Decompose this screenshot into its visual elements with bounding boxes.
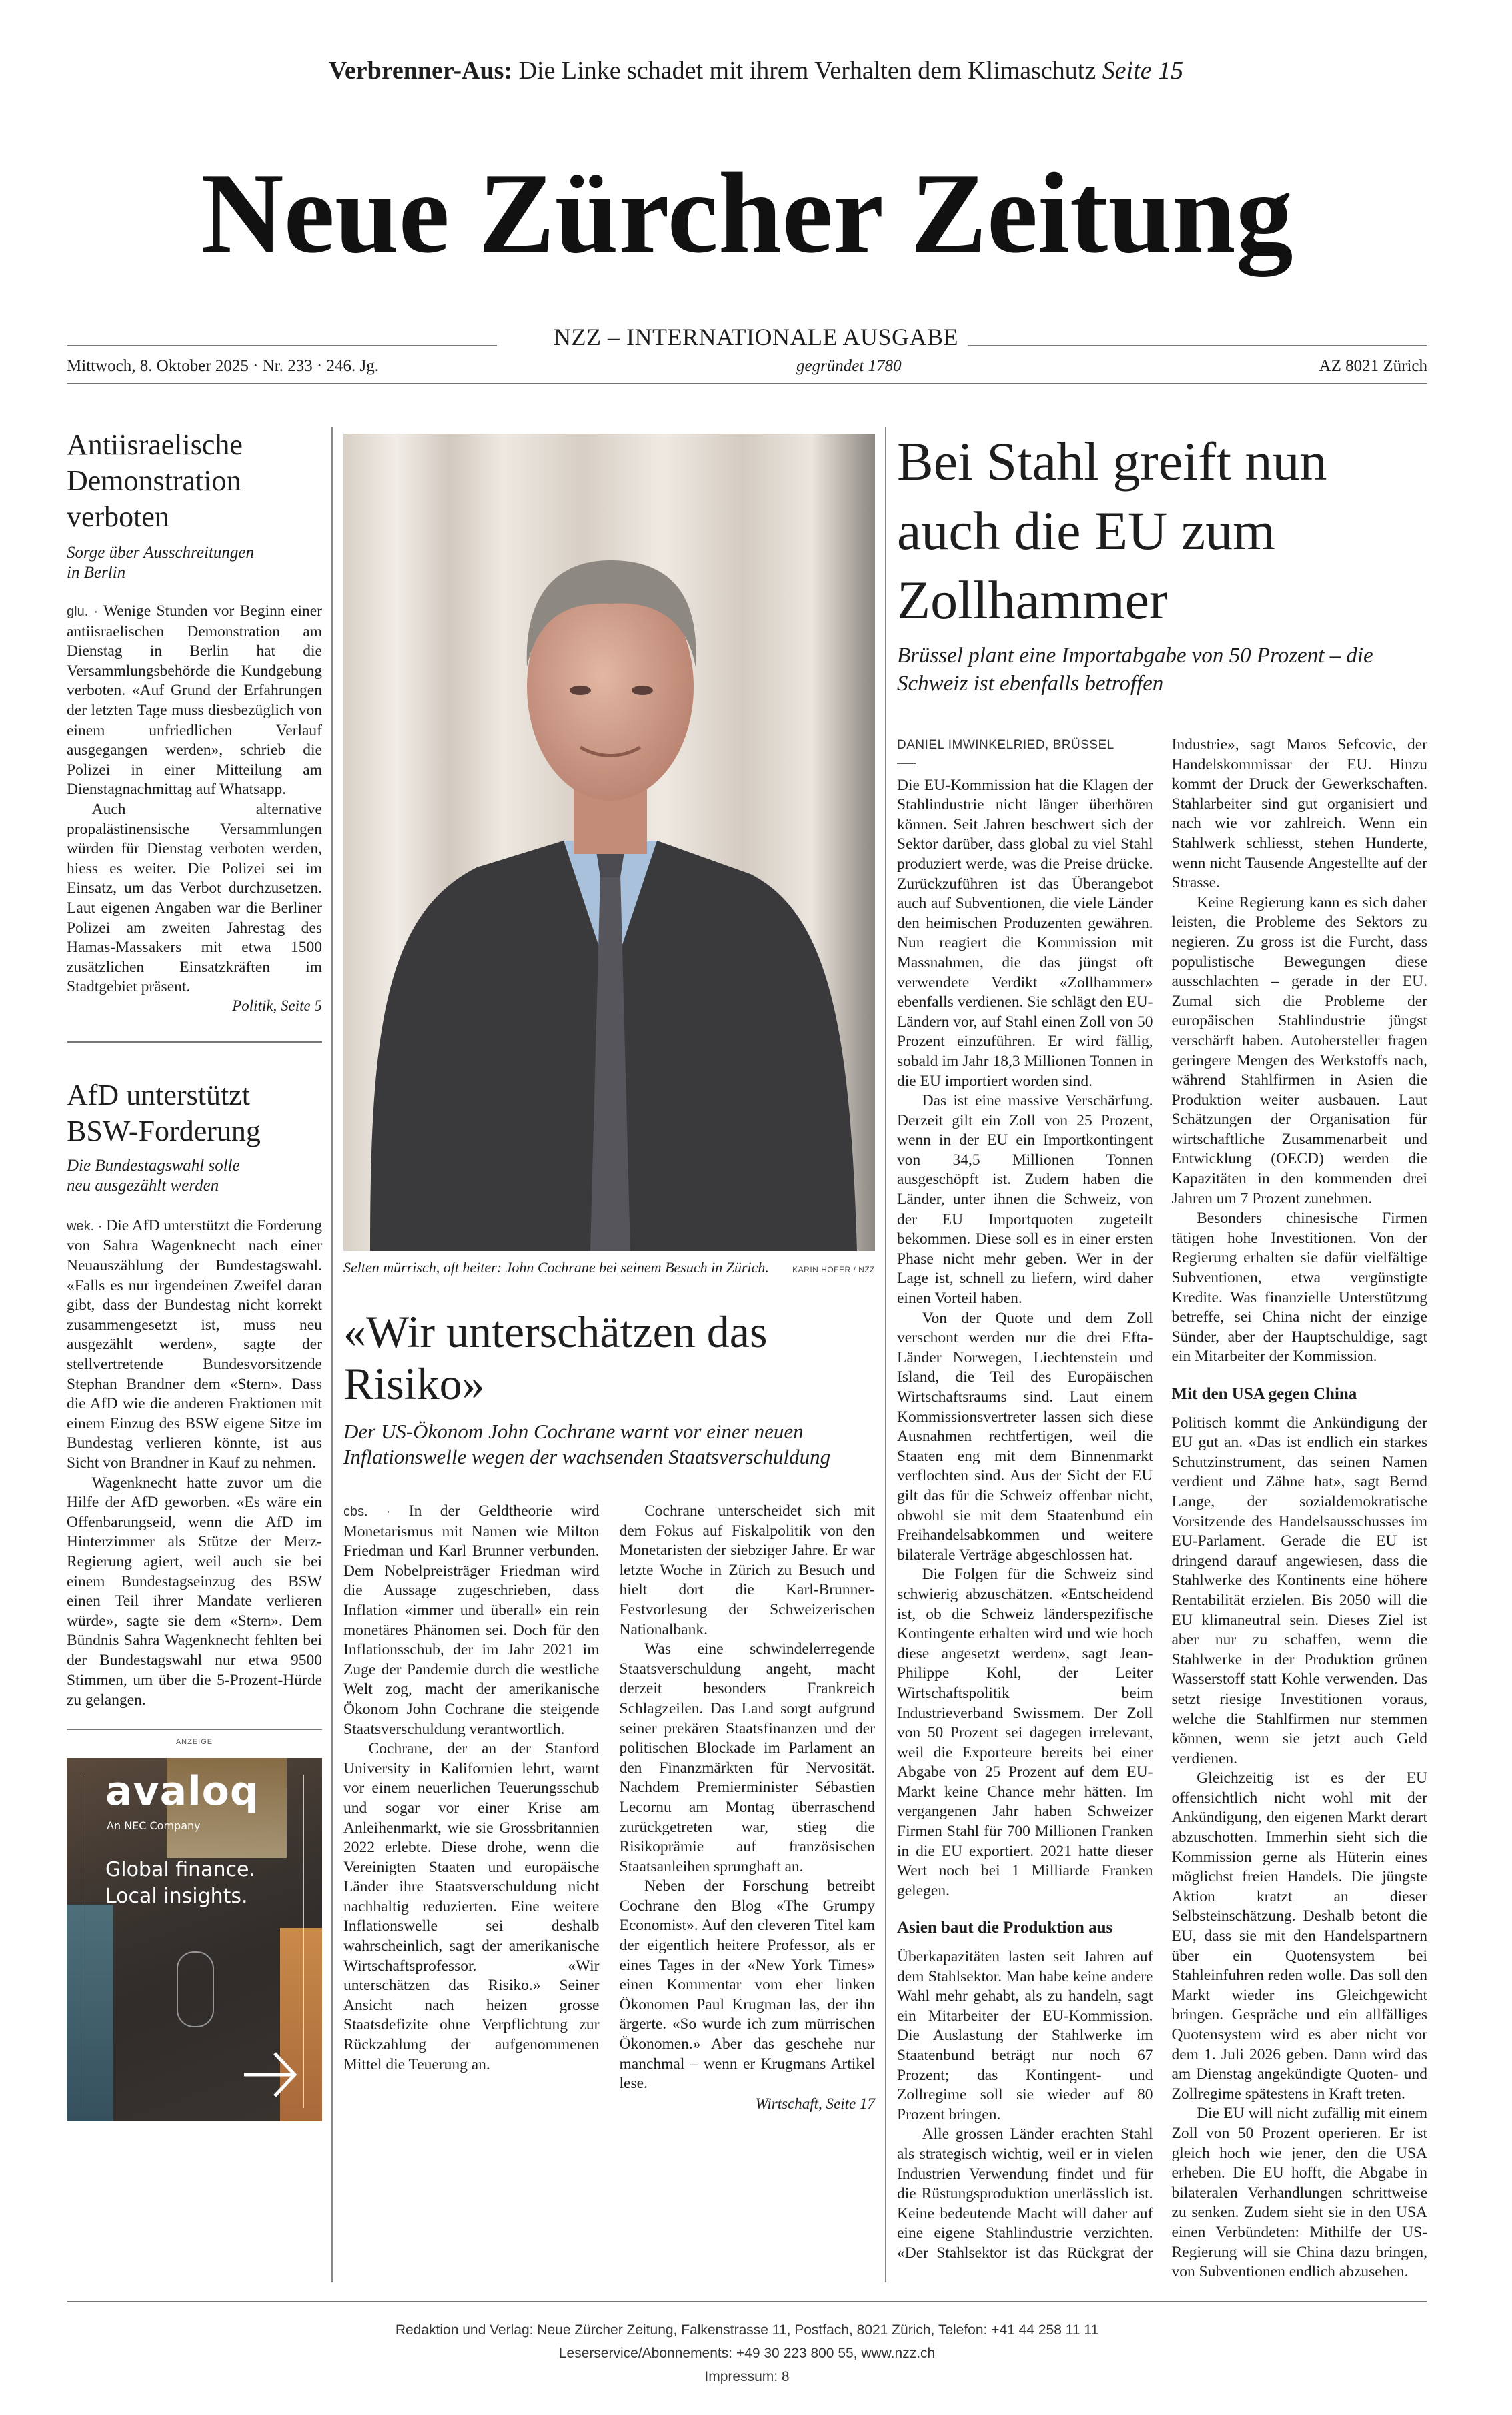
postal-code: AZ 8021 Zürich — [1319, 357, 1427, 375]
column-grid — [67, 427, 1427, 2282]
teaser-text: Die Linke schadet mit ihrem Verhalten dem Klimaschutz — [518, 57, 1096, 85]
paragraph: Cochrane unterscheidet sich mit dem Fokus auf Fiskalpolitik von den Monetaristen der siebziger Jahre. Er war letzte Woche in Zürich zu Besuch und hielt dort die Karl-Brunner-Festvorlesung der Schweizerischen Nationalbank. — [619, 1502, 875, 1638]
paragraph: In der Geldtheorie wird Monetarismus mit Namen wie Milton Friedman und Karl Brunner verbunden. Dem Nobelpreisträger Friedman wird die Aussage zugeschrieben, dass Inflation «immer und überall» ein rein monetäres Phänomen sei. Doch für den Inflationsschub, der im Jahr 2021 im Zuge der Pandemie durch die westliche Welt zog, macht der amerikanische Ökonom John Cochrane die steigende Staatsverschuldung verantwortlich. — [343, 1502, 600, 1738]
masthead-logo: Neue Zürcher Zeitung — [201, 150, 1293, 277]
footer-service[interactable]: Leserservice/Abonnements: +49 30 223 800 55, www.nzz.ch — [558, 2345, 936, 2361]
paragraph: Cochrane, der an der Stanford University in Kalifornien lehrt, warnt vor einem neuerlichen Teuerungsschub und sogar vor einer Krise am Anleihenmarkt, wie sie Grossbritannien 2022 erlebte. Diese drohe, wenn die Vereinigten Staaten und europäische Länder ihre Staatsverschuldung nicht nachhaltig reduzierten. Eine weitere Inflationswelle sei deshalb wahrscheinlich, sagt der amerikanische Wirtschaftsprofessor. «Wir unterschätzen das Risiko.» Seiner Ansicht nach heizen grosse Staatsdefizite ohne Verpflichtung zur Rückzahlung der aufgenommenen Mittel die Teuerung an. — [343, 1740, 600, 2073]
byline-separator — [897, 763, 916, 764]
dateline — [67, 357, 1427, 376]
article-headline[interactable]: Antiisraelische Demonstration verboten — [67, 428, 243, 533]
article-dek: Der US-Ökonom John Cochrane warnt vor einer neuen Inflationswelle wegen der wachsenden Staatsverschuldung — [343, 1420, 831, 1468]
left-column — [67, 427, 331, 2282]
arrow-right-icon[interactable] — [241, 2048, 301, 2101]
right-column — [885, 427, 1427, 2282]
teaser-label: Verbrenner-Aus: — [328, 57, 513, 85]
paragraph: Neben der Forschung betreibt Cochrane den Blog «The Grumpy Economist». Auf den cleveren Titel kam der eigentlich heitere Professor, als er eines Tages in der «New York Times» einen Kommentar vom eher linken Ökonomen Paul Krugman las, der ihn ärgerte. «So wurde ich zum mürrischen Ökonomen.» Aber das geschehe nur manchmal – wenn er Krugmans Artikel lese. — [619, 1877, 875, 2093]
paragraph: Die EU will nicht zufällig mit einem Zoll von 50 Prozent operieren. Er ist gleich hoch wie jener, den die USA erheben. Die EU hofft, die Abgabe in bilateralen Verhandlungen schrittweise zu senken. Zudem sieht sie in den USA einen Verbündeten: Mithilfe der US-Regierung will sie China dazu bringen, von Subventionen endlich abzusehen. — [1171, 2105, 1427, 2281]
divider — [67, 1041, 322, 1043]
paragraph: Die AfD unterstützt die Forderung von Sahra Wagenknecht nach einer Neuauszählung der Bundestagswahl. «Falls es nur irgendeinen Zweifel daran gibt, dass der Bundestag nicht korrekt zusammengesetzt ist, muss neu ausgezählt werden», sagte der stellvertretende Bundesvorsitzende Stephan Brandner dem «Stern». Dass die AfD wie die anderen Fraktionen mit einem Einzug des BSW eigene Sitze im Bundestag verlieren könnte, ist aus Sicht von Brandner in Kauf zu nehmen. — [67, 1216, 323, 1472]
teaser-line[interactable] — [0, 56, 1512, 85]
paragraph: Überkapazitäten lasten seit Jahren auf dem Stahlsektor. Man habe keine andere Wahl mehr gehabt, als zu handeln, sagt ein Mitarbeiter der EU-Kommission. Die Auslastung der Stahlwerke im Staatenbund beträgt nur noch 67 Prozent; das Kontingent- und Zollregime soll sie wieder auf 80 Prozent bringen. — [897, 1948, 1153, 2123]
article-dek: Sorge über Ausschreitungen in Berlin — [67, 544, 254, 582]
article-body — [67, 1216, 322, 1711]
article-dek: Die Bundestagswahl solle neu ausgezählt werden — [67, 1156, 240, 1195]
article-headline[interactable]: AfD unterstützt BSW-Forderung — [67, 1078, 261, 1147]
paragraph: Was eine schwindelerregende Staatsverschuldung angeht, macht derzeit besonders Frankreich Schlagzeilen. Das Land sorgt aufgrund seiner prekären Staatsfinanzen und der politischen Blockade im Parlament an den Finanzmärkten für Nervosität. Nachdem Premierminister Sébastien Lecornu am Montag überraschend zurückgetreten war, stieg die Risikoprämie auf französischen Staatsanleihen sprunghaft an. — [619, 1640, 875, 1875]
paragraph: Besonders chinesische Firmen tätigen hohe Investitionen. Von der Regierung erhalten sie dafür vielfältige Subventionen, etwa vergünstigte Kredite. Was finanzielle Unterstützung betreffe, sei China nicht der einzige Sünder, aber der Hauptschuldige, sagt ein Mitarbeiter der Kommission. — [1171, 1210, 1427, 1366]
ad-frame-line — [303, 1775, 304, 2108]
edition-label: NZZ – INTERNATIONALE AUSGABE — [554, 324, 958, 350]
ad-brand-sub: An NEC Company — [107, 1819, 201, 1832]
paragraph: Auch alternative propalästinensische Versammlungen würden für Dienstag verboten werden, hiess es weiter. Die Polizei sei im Einsatz, um das Verbot durchzusetzen. Laut eigenen Angaben war die Berliner Polizei am zweiten Jahrestag des Hamas-Massakers mit etwa 1500 zusätzlichen Einsatzkräften im Stadtgebiet präsent. — [67, 800, 322, 996]
article-stahl-body — [897, 735, 1427, 2282]
article-body — [67, 602, 322, 997]
footer-impressum: Impressum: 8 — [704, 2368, 790, 2384]
footer-address: Redaktion und Verlag: Neue Zürcher Zeitung, Falkenstrasse 11, Postfach, 8021 Zürich, Telefon: +41 44 258 11 11 — [395, 2322, 1099, 2338]
section-subheading: Mit den USA gegen China — [1171, 1385, 1357, 1403]
divider — [67, 1729, 322, 1730]
advertisement[interactable] — [67, 1758, 322, 2121]
issue-date: Mittwoch, 8. Oktober 2025 · Nr. 233 · 246. Jg. — [67, 357, 380, 375]
byline: DANIEL IMWINKELRIED, BRÜSSEL — [897, 738, 1114, 752]
paragraph: Wagenknecht hatte zuvor um die Hilfe der AfD geworben. «Es wäre ein Offenbarungseid, wenn die AfD im Hinterzimmer als Stütze der Merz-Regierung agiert, weil auch sie bei einem Bundestagseinzug des BSW einen Teil ihrer Mandate verlieren würde», sagte sie dem «Stern». Dem Bündnis Sahra Wagenknecht fehlten bei der Bundestagswahl nur etwa 9500 Stimmen, um über die 5-Prozent-Hürde zu gelangen. — [67, 1474, 322, 1709]
photo-caption: Selten mürrisch, oft heiter: John Cochrane bei seinem Besuch in Zürich. — [343, 1259, 769, 1276]
paragraph: Alle grossen Länder erachten Stahl als strategisch wichtig, weil er in vielen Industrien Verwendung findet und für die Rüstungsproduktion unerlässlich ist. Keine bedeutende Macht will daher auf eine eigene Stahlindustrie verzichten. «Der Stahlsektor ist das Rückgrat der Industrie», sagt Maros Sefcovic, der Handelskommissar der EU. Hinzu kommt der Druck der Gewerkschaften. Stahlarbeiter sind gut organisiert und nach wie vor zahlreich. Wenn ein Stahlwerk schliesst, stehen Hunderte, wenn nicht Tausende Angestellte auf der Strasse. — [897, 736, 1427, 2262]
article-headline[interactable]: Bei Stahl greift nun auch die EU zum Zollhammer — [897, 431, 1327, 630]
author-kicker: glu. · — [67, 604, 98, 619]
photo-credit: KARIN HOFER / NZZ — [792, 1265, 875, 1274]
footer-imprint — [67, 2302, 1427, 2415]
ad-label: ANZEIGE — [175, 1737, 213, 1746]
photo-john-cochrane — [343, 434, 875, 1251]
divider — [67, 383, 1427, 384]
author-kicker: cbs. · — [343, 1504, 391, 1519]
ad-square — [177, 1951, 214, 2027]
article-headline[interactable]: «Wir unterschätzen das Risiko» — [343, 1306, 768, 1409]
paragraph: Keine Regierung kann es sich daher leisten, die Probleme des Sektors zu negieren. Zu gross ist die Furcht, dass populistische Bewegungen diese ausschlachten – gerade in der EU. Zumal sich die Probleme der europäischen Stahlindustrie jüngst verschärft haben. Autohersteller fragen geringere Mengen des Werkstoffs nach, während Stahlfirmen in Asien die Produktion weiter ausbauen. Laut Schätzungen der Organisation für wirtschaftliche Zusammenarbeit und Entwicklung (OECD) werden die Kapazitäten in den kommenden drei Jahren um 7 Prozent zunehmen. — [1171, 893, 1427, 1208]
paragraph: Gleichzeitig ist es der EU offensichtlich nicht wohl mit der Ankündigung, den eigenen Markt derart abzuschotten. Immerhin sieht sich die Kommission gerne als Hüterin eines möglichst freien Handels. Die jüngste Aktion kratzt an dieser Selbsteinschätzung. Deshalb betont die EU, dass sie mit den Handelspartnern über ein Quotensystem bei Stahleinfuhren reden wolle. Das soll den Markt wieder ins Gleichgewicht bringen. Gespräche und ein allfälliges Quotensystem wird es aber nicht vor dem 1. Juli 2026 geben. Dann wird das am Dienstag angekündigte Quoten- und Zollregime spätestens in Kraft treten. — [1171, 1769, 1427, 2103]
photo-caption-row — [343, 1259, 875, 1276]
paragraph: Die Folgen für die Schweiz sind schwierig abzuschätzen. «Entscheidend ist, ob die Schweiz länderspezifische Kontingente erhalten wird und wie hoch diese angesetzt werden», sagt Jean-Philippe Kohl, der Leiter Wirtschaftspolitik beim Industrieverband Swissmem. Der Zoll von 50 Prozent sei dagegen irrelevant, weil die Exporteure bereits bei einer Abgabe von 25 Prozent auf dem EU-Markt keine Chance mehr hätten. Im vergangenen Jahr haben Schweizer Firmen Stahl für 700 Millionen Franken in die EU exportiert. 2021 hatte dieser Wert noch bei 1 Milliarde Franken gelegen. — [897, 1566, 1153, 1899]
page-reference[interactable]: Politik, Seite 5 — [232, 997, 322, 1014]
ad-building — [67, 1905, 113, 2121]
section-subheading: Asien baut die Produktion aus — [897, 1919, 1113, 1937]
paragraph: Das ist eine massive Verschärfung. Derzeit gilt ein Zoll von 25 Prozent, wenn in der EU ein Importkontingent von 34,5 Millionen Tonnen ausgeschöpft ist. Zudem haben die Länder, unter ihnen die Schweiz, von der EU Importquoten zugeteilt bekommen. Diese soll es in einer ersten Phase nicht mehr geben. Wer in der Lage ist, schnell zu liefern, wird daher einen Vorteil haben. — [897, 1092, 1153, 1308]
teaser-page: Seite 15 — [1102, 57, 1184, 85]
page-reference[interactable]: Wirtschaft, Seite 17 — [755, 2095, 875, 2112]
paragraph: Die EU-Kommission hat die Klagen der Stahlindustrie nicht länger überhören können. Seit Jahren beschwert sich der Sektor darüber, dass global zu viel Stahl produziert werde, was die Preise drücke. Zurückzuführen ist das Überangebot auch auf Subventionen, die viele Länder den heimischen Produzenten gewähren. Nun reagiert die Kommission mit Massnahmen, die das jüngst oft verwendete Verdikt «Zollhammer» ebenfalls verdienen. Sie schlägt den EU-Ländern vor, auf Stahl einen Zoll von 50 Prozent einzuführen. Er wird fällig, sobald im Jahr 18,3 Millionen Tonnen in die EU importiert worden sind. — [897, 776, 1153, 1090]
article-afd[interactable] — [67, 1077, 322, 1711]
author-kicker: wek. · — [67, 1218, 103, 1234]
founded-label: gegründet 1780 — [796, 357, 902, 375]
paragraph: Politisch kommt die Ankündigung der EU gut an. «Das ist endlich ein starkes Schutzinstrument, das seinen Namen verdient und Zähne hat», sagt Bernd Lange, der sozialdemokratische Vorsitzende des Handelsausschusses im EU-Parlament. Gerade die EU ist dringend darauf angewiesen, dass die Stahlwerke des Kontinents eine höhere Rentabilität erzielen. Bis 2050 will die EU klimaneutral sein. Dieses Ziel ist aber nur zu schaffen, wenn die Stahlwerke in der Produktion grünen Wasserstoff statt Kohle verwenden. Das setzt riesige Investitionen voraus, welche die Stahlfirmen nur stemmen können, wenn sie jetzt auch Geld verdienen. — [1171, 1414, 1427, 1767]
article-dek: Brüssel plant eine Importabgabe von 50 Prozent – die Schweiz ist ebenfalls betroffen — [897, 644, 1373, 696]
middle-column — [331, 427, 885, 2282]
article-cochrane-body — [343, 1502, 875, 2113]
paragraph: Von der Quote und dem Zoll verschont werden nur die drei Efta-Länder Norwegen, Liechtenstein und Island, die Teil des Europäischen Wirtschaftsraums sind. Laut einem Kommissionsvertreter lassen sich diese Ausnahmen rechtfertigen, weil die Staaten eng mit dem Binnenmarkt verflochten sind. Aus der Sicht der EU gilt das für die Schweiz offenbar nicht, obwohl sie mit dem Staatenbund ein Freihandelsabkommen und weitere bilaterale Verträge abgeschlossen hat. — [897, 1309, 1153, 1564]
ad-brand-logo: avaloq — [105, 1767, 259, 1815]
paragraph: Wenige Stunden vor Beginn einer antiisraelischen Demonstration am Dienstag in Berlin hat die Versammlungsbehörde die Kundgebung verboten. «Auf Grund der Erfahrungen der letzten Tage muss diesbezüglich von einem unfriedlichen Verlauf ausgegangen werden», schrieb die Polizei in einer Mitteilung am Dienstagnachmittag auf Whatsapp. — [67, 602, 322, 799]
ad-headline-2: Local insights. — [105, 1884, 248, 1908]
page-body — [67, 427, 1427, 2415]
ad-headline-1: Global finance. — [105, 1857, 256, 1881]
article-demo[interactable] — [67, 427, 322, 1015]
